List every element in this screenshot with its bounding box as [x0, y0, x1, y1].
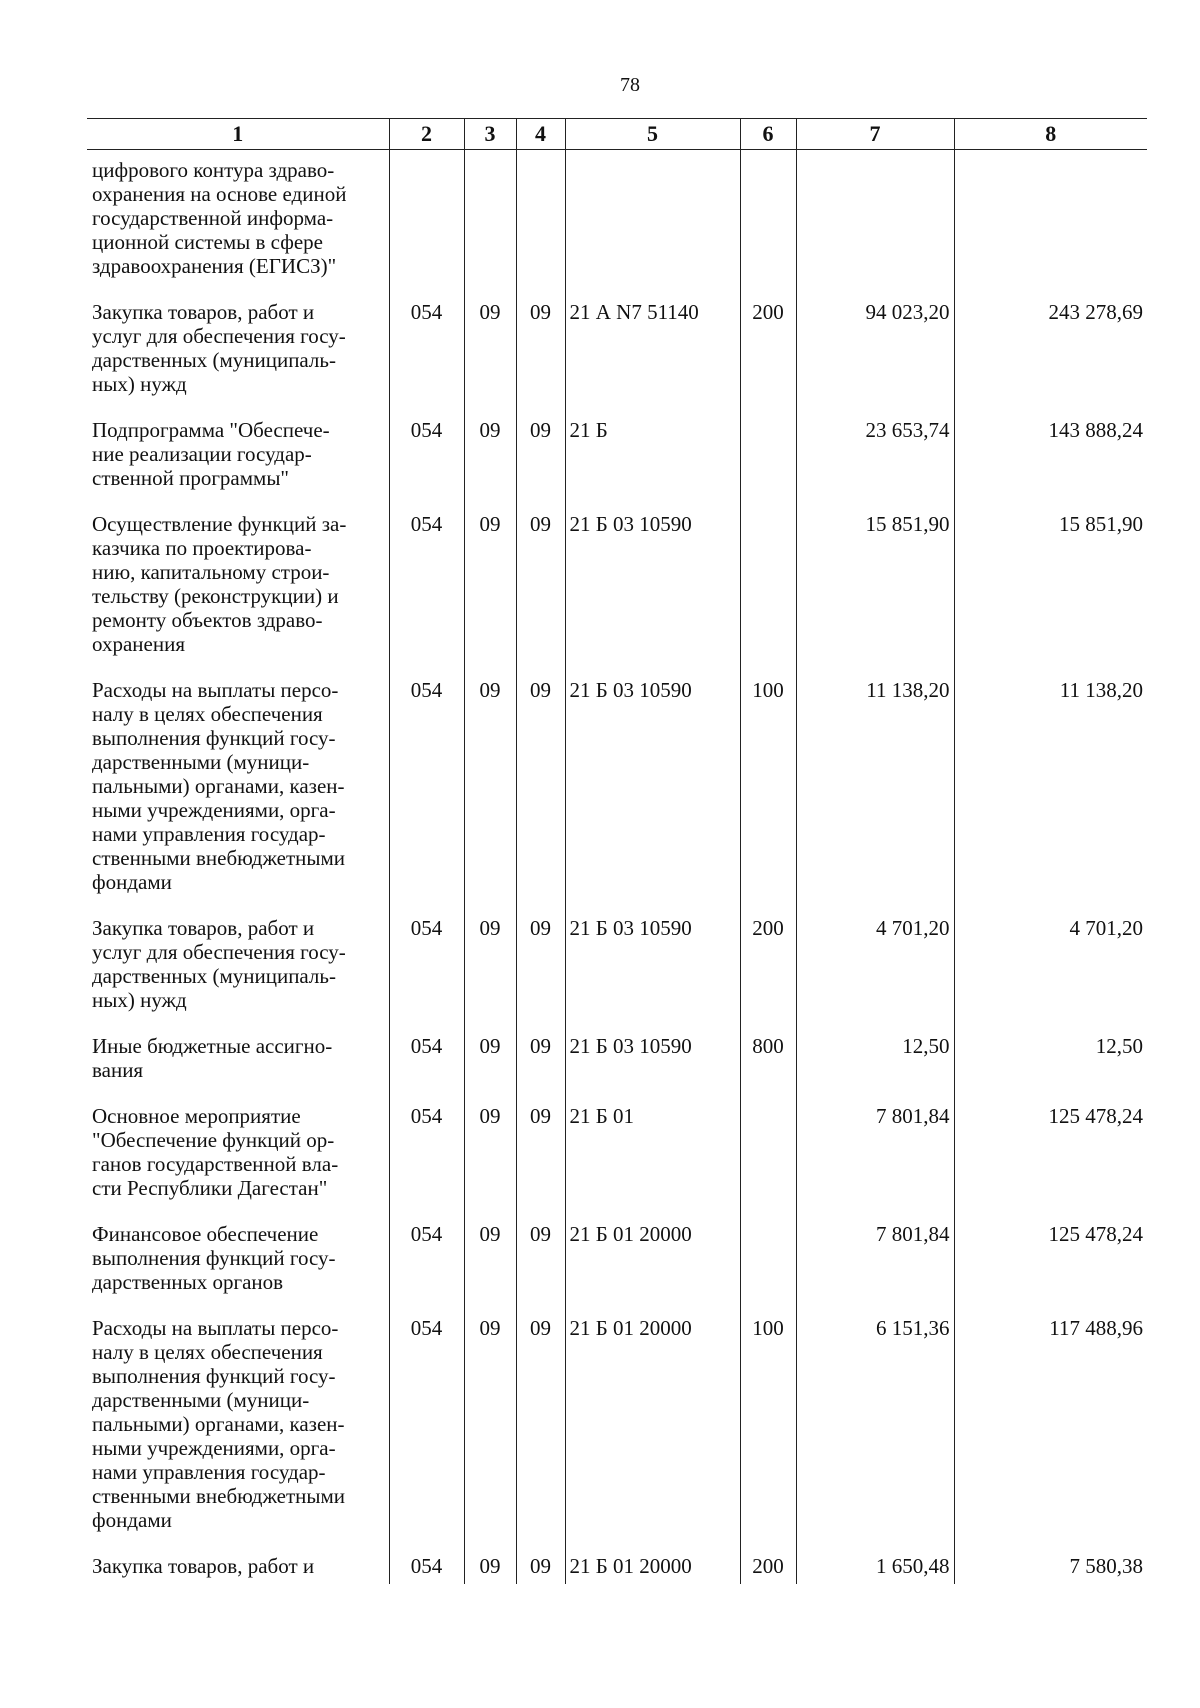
cell-amount-col8: 7 580,38: [954, 1554, 1147, 1584]
cell-expense-type: 200: [740, 1554, 796, 1584]
cell-amount-col8: 12,50: [954, 1034, 1147, 1104]
cell-expense-type: [740, 1104, 796, 1222]
table-row: [87, 678, 1147, 916]
cell-target-article: 21 Б 03 10590: [565, 678, 740, 916]
cell-target-article: 21 А N7 51140: [565, 300, 740, 418]
cell-section: 09: [464, 916, 516, 1034]
cell-amount-col7: 94 023,20: [796, 300, 954, 418]
cell-target-article: [565, 150, 740, 301]
header-col-3: 3: [464, 119, 516, 150]
cell-target-article: 21 Б 01 20000: [565, 1222, 740, 1316]
table-row: [87, 418, 1147, 512]
page-number: 78: [620, 74, 640, 96]
cell-expense-type: 100: [740, 1316, 796, 1554]
cell-amount-col8: 143 888,24: [954, 418, 1147, 512]
cell-target-article: 21 Б 01 20000: [565, 1316, 740, 1554]
cell-amount-col7: 1 650,48: [796, 1554, 954, 1584]
header-col-5: 5: [565, 119, 740, 150]
cell-amount-col8: 125 478,24: [954, 1104, 1147, 1222]
cell-amount-col7: 11 138,20: [796, 678, 954, 916]
cell-name: Подпрограмма "Обеспече- ние реализации государ- ственной программы": [87, 418, 389, 512]
table-row: [87, 1316, 1147, 1554]
cell-amount-col7: 6 151,36: [796, 1316, 954, 1554]
cell-amount-col8: 15 851,90: [954, 512, 1147, 678]
cell-subsection: [516, 150, 565, 301]
cell-admin-code: 054: [389, 1316, 464, 1554]
cell-section: 09: [464, 1034, 516, 1104]
cell-amount-col7: 23 653,74: [796, 418, 954, 512]
cell-name: Расходы на выплаты персо- налу в целях обеспечения выполнения функций госу- дарственными (муници- пальными) органами, казен- ными учреждениями, орга- нами управления государ- ственными внебюджетными фондами: [87, 678, 389, 916]
cell-admin-code: 054: [389, 1222, 464, 1316]
cell-expense-type: [740, 1222, 796, 1316]
cell-section: 09: [464, 1104, 516, 1222]
cell-amount-col7: [796, 150, 954, 301]
table-row: [87, 1554, 1147, 1584]
header-col-1: 1: [87, 119, 389, 150]
cell-amount-col8: 243 278,69: [954, 300, 1147, 418]
table-row: [87, 300, 1147, 418]
table-row: [87, 1222, 1147, 1316]
cell-name: Основное мероприятие "Обеспечение функций ор- ганов государственной вла- сти Республики Дагестан": [87, 1104, 389, 1222]
header-row: [87, 119, 1147, 150]
cell-subsection: 09: [516, 1104, 565, 1222]
cell-admin-code: 054: [389, 678, 464, 916]
table-row: [87, 916, 1147, 1034]
cell-amount-col8: 4 701,20: [954, 916, 1147, 1034]
table-header: [87, 119, 1147, 150]
cell-admin-code: 054: [389, 1554, 464, 1584]
budget-table: [87, 118, 1147, 1584]
cell-subsection: 09: [516, 916, 565, 1034]
cell-section: 09: [464, 1222, 516, 1316]
cell-admin-code: [389, 150, 464, 301]
cell-name: Иные бюджетные ассигно- вания: [87, 1034, 389, 1104]
cell-admin-code: 054: [389, 1104, 464, 1222]
header-col-7: 7: [796, 119, 954, 150]
cell-subsection: 09: [516, 1222, 565, 1316]
cell-subsection: 09: [516, 1034, 565, 1104]
cell-section: 09: [464, 512, 516, 678]
cell-target-article: 21 Б: [565, 418, 740, 512]
cell-expense-type: [740, 418, 796, 512]
cell-amount-col8: 117 488,96: [954, 1316, 1147, 1554]
cell-amount-col7: 7 801,84: [796, 1222, 954, 1316]
cell-target-article: 21 Б 01 20000: [565, 1554, 740, 1584]
table-row: [87, 1034, 1147, 1104]
header-col-2: 2: [389, 119, 464, 150]
cell-admin-code: 054: [389, 418, 464, 512]
table-row: [87, 150, 1147, 301]
cell-section: 09: [464, 678, 516, 916]
cell-expense-type: 800: [740, 1034, 796, 1104]
header-col-8: 8: [954, 119, 1147, 150]
cell-admin-code: 054: [389, 1034, 464, 1104]
header-col-6: 6: [740, 119, 796, 150]
cell-amount-col7: 12,50: [796, 1034, 954, 1104]
cell-section: [464, 150, 516, 301]
table-body: [87, 150, 1147, 1585]
cell-target-article: 21 Б 01: [565, 1104, 740, 1222]
cell-amount-col8: 125 478,24: [954, 1222, 1147, 1316]
cell-target-article: 21 Б 03 10590: [565, 916, 740, 1034]
cell-subsection: 09: [516, 418, 565, 512]
cell-amount-col7: 4 701,20: [796, 916, 954, 1034]
cell-expense-type: 100: [740, 678, 796, 916]
cell-amount-col8: 11 138,20: [954, 678, 1147, 916]
cell-expense-type: 200: [740, 300, 796, 418]
cell-subsection: 09: [516, 300, 565, 418]
cell-subsection: 09: [516, 1316, 565, 1554]
cell-section: 09: [464, 1554, 516, 1584]
cell-expense-type: [740, 150, 796, 301]
cell-name: Закупка товаров, работ и услуг для обеспечения госу- дарственных (муниципаль- ных) нужд: [87, 300, 389, 418]
cell-target-article: 21 Б 03 10590: [565, 1034, 740, 1104]
cell-name: Закупка товаров, работ и: [87, 1554, 389, 1584]
cell-admin-code: 054: [389, 300, 464, 418]
cell-name: Осуществление функций за- казчика по проектирова- нию, капитальному строи- тельству (реконструкции) и ремонту объектов здраво- охранения: [87, 512, 389, 678]
cell-target-article: 21 Б 03 10590: [565, 512, 740, 678]
header-col-4: 4: [516, 119, 565, 150]
cell-name: Закупка товаров, работ и услуг для обеспечения госу- дарственных (муниципаль- ных) нужд: [87, 916, 389, 1034]
cell-name: цифрового контура здраво- охранения на основе единой государственной информа- ционной системы в сфере здравоохранения (ЕГИСЗ)": [87, 150, 389, 301]
cell-amount-col7: 7 801,84: [796, 1104, 954, 1222]
cell-name: Расходы на выплаты персо- налу в целях обеспечения выполнения функций госу- дарственными (муници- пальными) органами, казен- ными учреждениями, орга- нами управления государ- ственными внебюджетными фондами: [87, 1316, 389, 1554]
cell-admin-code: 054: [389, 512, 464, 678]
cell-amount-col7: 15 851,90: [796, 512, 954, 678]
cell-subsection: 09: [516, 512, 565, 678]
table-row: [87, 512, 1147, 678]
cell-section: 09: [464, 300, 516, 418]
cell-amount-col8: [954, 150, 1147, 301]
cell-name: Финансовое обеспечение выполнения функций госу- дарственных органов: [87, 1222, 389, 1316]
cell-admin-code: 054: [389, 916, 464, 1034]
table-row: [87, 1104, 1147, 1222]
cell-section: 09: [464, 418, 516, 512]
cell-expense-type: 200: [740, 916, 796, 1034]
cell-subsection: 09: [516, 678, 565, 916]
cell-expense-type: [740, 512, 796, 678]
cell-subsection: 09: [516, 1554, 565, 1584]
cell-section: 09: [464, 1316, 516, 1554]
